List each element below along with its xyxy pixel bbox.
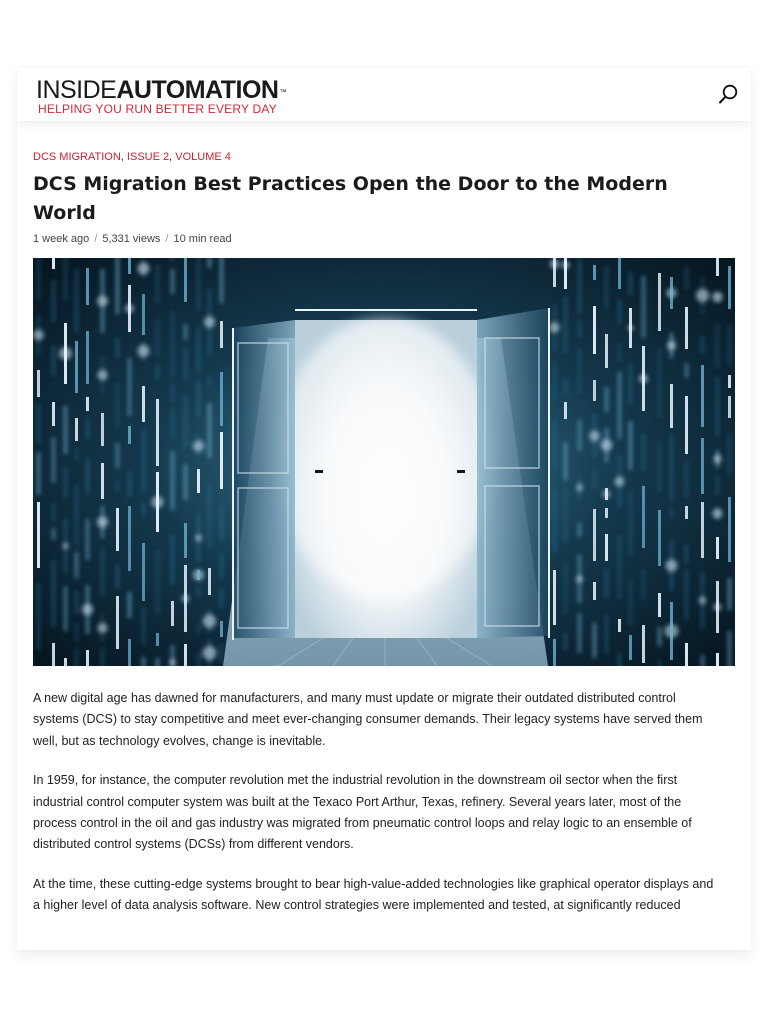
article-card bbox=[17, 68, 751, 950]
logo-wordmark bbox=[36, 77, 286, 104]
category-link-dcs-migration[interactable]: DCS MIGRATION bbox=[33, 151, 121, 163]
read-time: 10 min read bbox=[173, 233, 232, 245]
article-paragraph: A new digital age has dawned for manufacturers, and many must update or migrate their outdated distributed control systems (DCS) to stay competitive and meet ever-changing consumer demands. Their legacy systems have served them well, but as technology evolves, change is inevitable. bbox=[33, 691, 703, 748]
view-count: 5,331 views bbox=[102, 233, 161, 245]
search-icon[interactable] bbox=[717, 83, 739, 105]
article-paragraph: In 1959, for instance, the computer revolution met the industrial revolution in the downstream oil sector when the first industrial control computer system was built at the Texaco Port Arthur, Texas, refinery. Several years later, most of the process control in the oil and gas industry was migrated from pneumatic control loops and relay logic to an ensemble of distributed control systems (DCSs) from different vendors. bbox=[33, 773, 692, 852]
article-meta bbox=[33, 232, 232, 246]
article-body bbox=[33, 688, 723, 935]
category-link-volume-4[interactable]: VOLUME 4 bbox=[175, 151, 231, 163]
category-separator: , bbox=[120, 151, 127, 163]
logo-automation-text: AUTOMATION bbox=[116, 76, 279, 104]
meta-separator: / bbox=[165, 233, 169, 245]
logo-trademark: ™ bbox=[279, 89, 286, 96]
logo-tagline: HELPING YOU RUN BETTER EVERY DAY bbox=[38, 102, 277, 116]
site-logo[interactable] bbox=[36, 77, 306, 117]
logo-inside-text: INSIDE bbox=[36, 76, 117, 104]
category-separator: , bbox=[169, 151, 176, 163]
meta-separator: / bbox=[94, 233, 98, 245]
category-links bbox=[33, 150, 231, 164]
article-paragraph: At the time, these cutting-edge systems brought to bear high-value-added technologies like graphical operator displays and a higher level of data analysis software. New control strategies were implemented and tested, at significantly reduced bbox=[33, 876, 714, 913]
published-time: 1 week ago bbox=[33, 233, 90, 245]
site-header bbox=[17, 68, 751, 121]
article-title: DCS Migration Best Practices Open the Door to the Modern World bbox=[33, 173, 668, 224]
category-link-issue-2[interactable]: ISSUE 2 bbox=[126, 151, 170, 163]
hero-image bbox=[33, 258, 735, 666]
